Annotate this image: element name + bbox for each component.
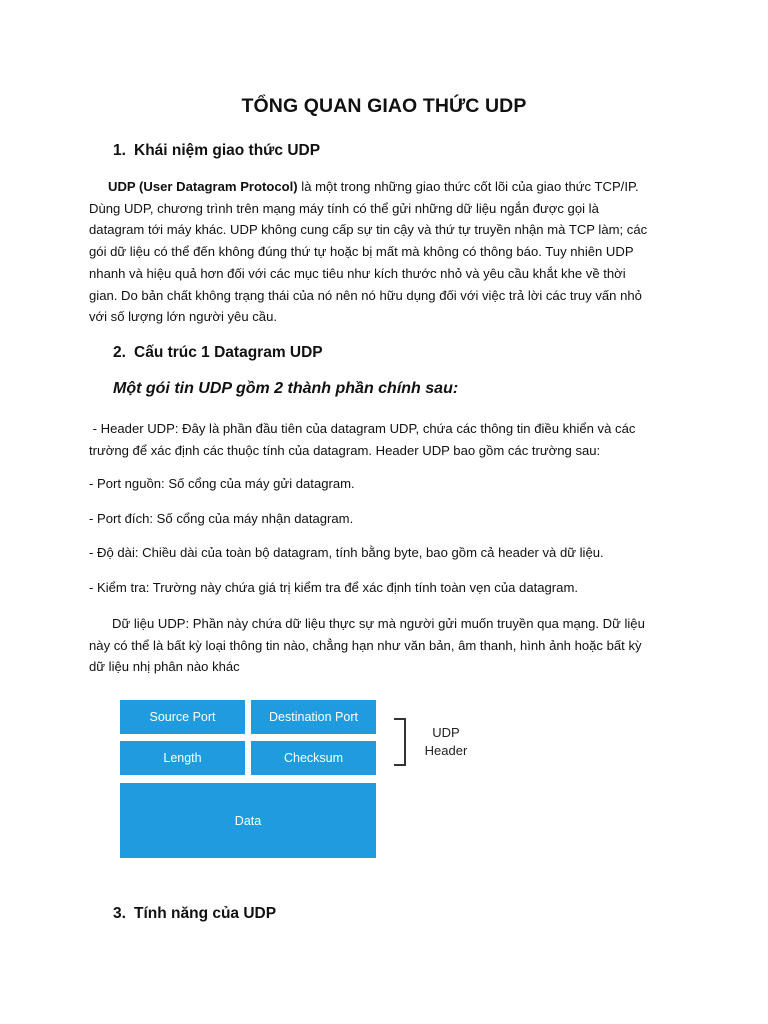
paragraph-line: trường để xác định các thuộc tính của datagram. Header UDP bao gồm các trường sau:	[89, 442, 601, 458]
paragraph-line: - Header UDP: Đây là phần đầu tiên của datagram UDP, chứa các thông tin điều khiển và các	[89, 421, 636, 436]
paragraph-line: gói dữ liệu có thể đến không đúng thứ tự hoặc bị mất mà không có thông báo. Tuy nhiên UDP	[89, 244, 634, 260]
paragraph-line: nhanh và hiệu quả hơn đối với các mục tiêu như kích thước nhỏ và yêu cầu khắt khe về thời	[89, 265, 626, 281]
section-1-title: Khái niệm giao thức UDP	[134, 142, 321, 159]
field-destination-port: - Port đích: Số cổng của máy nhận datagram.	[89, 511, 354, 526]
udp-definition-term: UDP (User Datagram Protocol)	[108, 179, 298, 194]
udp-header-paragraph	[89, 418, 689, 461]
udp-header-label-line-1: UDP	[432, 725, 460, 740]
field-checksum: - Kiểm tra: Trường này chứa giá trị kiểm tra để xác định tính toàn vẹn của datagram.	[89, 580, 578, 595]
section-1-paragraph	[89, 176, 689, 328]
udp-header-label-line-2: Header	[424, 743, 468, 758]
paragraph-line: này có thể là bất kỳ loại thông tin nào, chẳng hạn như văn bản, âm thanh, hình ảnh hoặc bất kỳ	[89, 637, 642, 653]
document-title: TỔNG QUAN GIAO THỨC UDP	[241, 95, 527, 117]
paragraph-line: Dùng UDP, chương trình trên mạng máy tính có thể gửi những dữ liệu ngắn được gọi là	[89, 200, 599, 216]
section-2-number: 2.	[113, 344, 126, 361]
udp-definition-rest: là một trong những giao thức cốt lõi của giao thức TCP/IP.	[297, 179, 639, 194]
udp-header-label	[419, 724, 473, 760]
diagram-length-box: Length	[120, 741, 245, 775]
header-bracket	[394, 718, 406, 766]
section-2-title: Cấu trúc 1 Datagram UDP	[134, 344, 323, 361]
paragraph-line: Dữ liệu UDP: Phần này chứa dữ liệu thực sự mà người gửi muốn truyền qua mạng. Dữ liệu	[112, 616, 645, 631]
section-3-heading	[113, 905, 276, 923]
paragraph-line: datagram tới máy khác. UDP không cung cấp sự tin cậy và thứ tự truyền nhận mà TCP làm; các	[89, 222, 648, 238]
udp-packet-subheading: Một gói tin UDP gồm 2 thành phần chính sau:	[113, 380, 459, 397]
diagram-data-box: Data	[120, 783, 376, 858]
diagram-source-port-box: Source Port	[120, 700, 245, 734]
section-3-number: 3.	[113, 905, 126, 922]
udp-data-paragraph	[89, 613, 689, 678]
section-2-heading	[113, 344, 323, 362]
field-length: - Độ dài: Chiều dài của toàn bộ datagram, tính bằng byte, bao gồm cả header và dữ liệu.	[89, 545, 604, 560]
section-1-number: 1.	[113, 142, 126, 159]
section-1-heading	[113, 142, 320, 160]
paragraph-line: với số lượng lớn người yêu cầu.	[89, 309, 277, 325]
paragraph-line: gian. Do bản chất không trạng thái của nó nên nó hữu dụng đối với việc trả lời các truy vấn nhỏ	[89, 287, 642, 303]
paragraph-line: dữ liệu nhị phân nào khác	[89, 659, 240, 675]
paragraph-line	[89, 176, 689, 198]
diagram-destination-port-box: Destination Port	[251, 700, 376, 734]
section-3-title: Tính năng của UDP	[134, 905, 277, 922]
field-source-port: - Port nguồn: Số cổng của máy gửi datagram.	[89, 476, 355, 491]
diagram-checksum-box: Checksum	[251, 741, 376, 775]
